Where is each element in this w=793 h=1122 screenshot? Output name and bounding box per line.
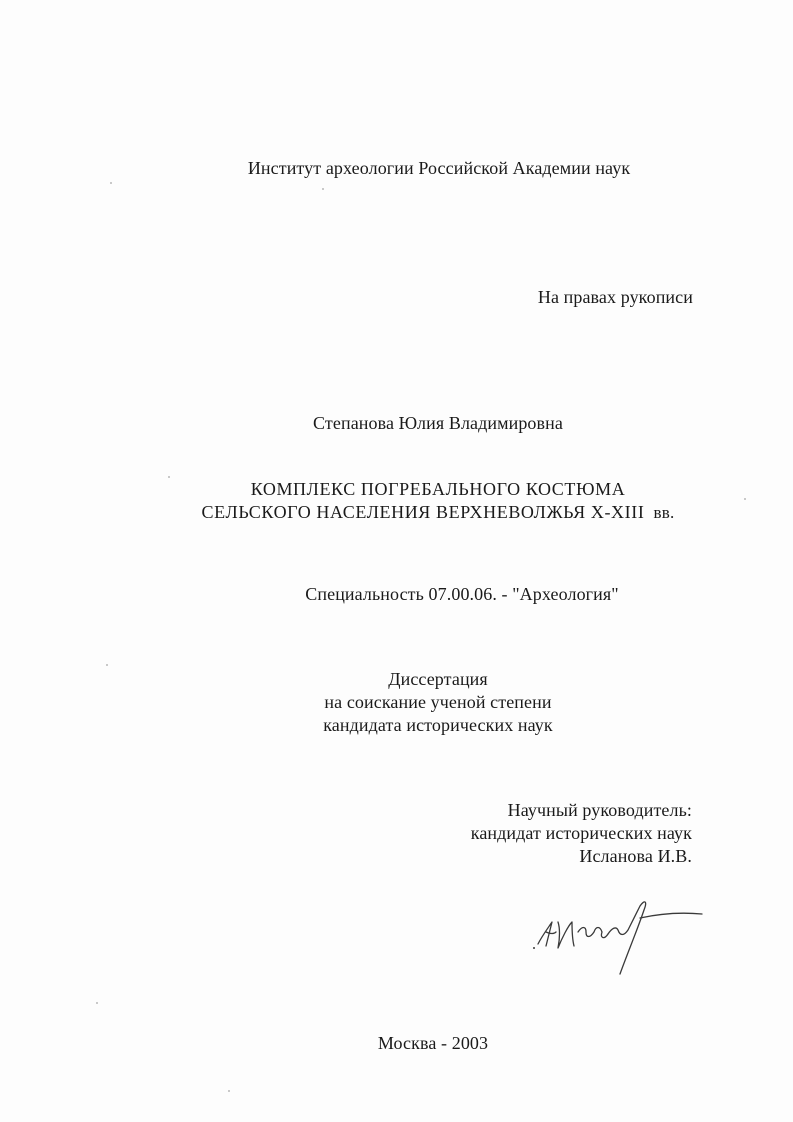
manuscript-note: На правах рукописи (537, 287, 693, 307)
institute-name: Институт археологии Российской Академии наук (247, 158, 631, 178)
paper-speck (322, 188, 324, 190)
paper-speck (96, 1002, 98, 1004)
paper-speck (110, 182, 112, 184)
author-name: Степанова Юлия Владимировна (313, 413, 563, 433)
paper-speck (744, 498, 746, 500)
title-line-2-main: СЕЛЬСКОГО НАСЕЛЕНИЯ ВЕРХНЕВОЛЖЬЯ Х-ХIII (201, 502, 645, 522)
dissertation-degree: кандидата исторических наук (323, 715, 553, 735)
dissertation-purpose: на соискание ученой степени (324, 692, 552, 712)
title-line-1: КОМПЛЕКС ПОГРЕБАЛЬНОГО КОСТЮМА (250, 479, 626, 499)
handwritten-signature (528, 892, 708, 992)
dissertation-label: Диссертация (388, 669, 488, 689)
paper-speck (228, 1090, 230, 1092)
supervisor-name: Исланова И.В. (579, 846, 692, 866)
title-suffix: вв. (653, 503, 675, 522)
paper-speck (106, 664, 108, 666)
paper-speck (168, 476, 170, 478)
supervisor-label: Научный руководитель: (507, 800, 692, 820)
supervisor-degree: кандидат исторических наук (470, 823, 692, 843)
title-line-2 (0, 501, 793, 524)
city-year: Москва - 2003 (377, 1033, 489, 1053)
speciality: Специальность 07.00.06. - "Археология" (305, 584, 619, 604)
